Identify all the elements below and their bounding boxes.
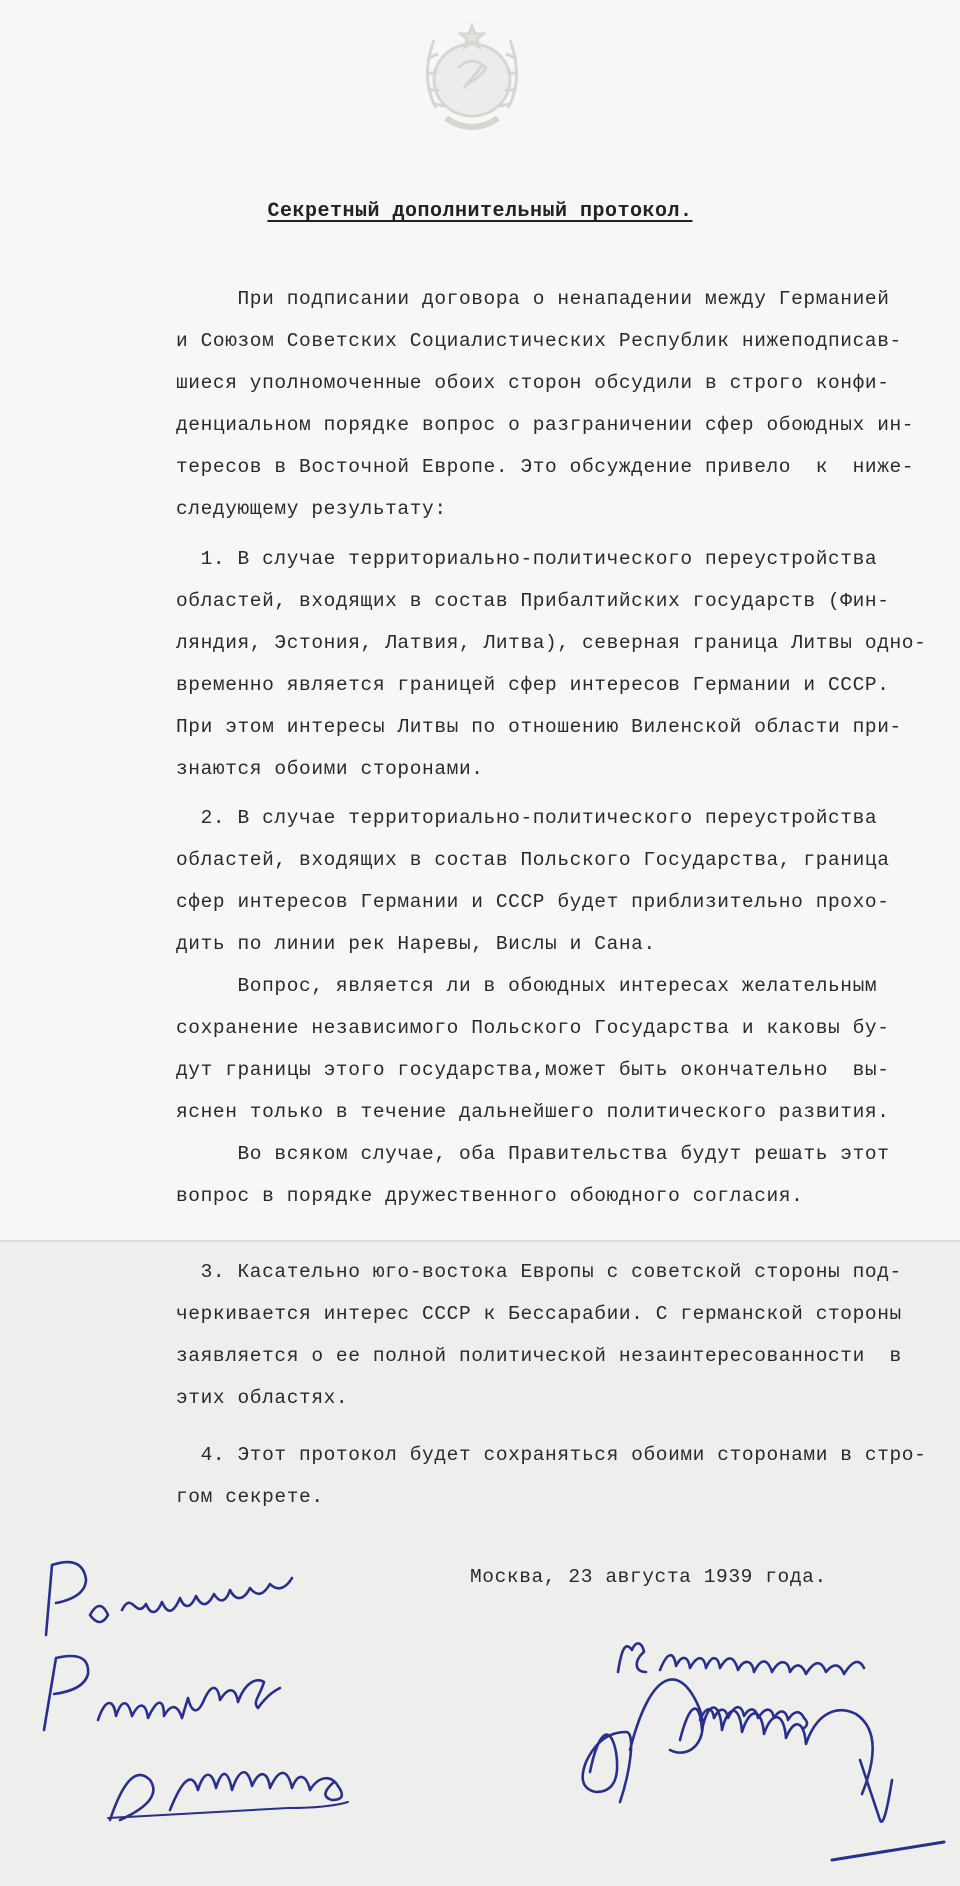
point-1-paragraph: 1. В случае территориально-политического переустройства областей, входящих в состав Прибалтийских государств (Фин- ляндия, Эстония, Латвия, Литва), северная граница Литвы одно- временно является границей сфер интересов Германии и СССР. При этом интересы Литвы по отношению Виленской области при- знаются обоими сторонами.: [176, 548, 927, 780]
point-3-paragraph: 3. Касательно юго-востока Европы с советской стороны под- черкивается интерес СССР к Бессарабии. С германской стороны заявляется о ее полной политической незаинтересованности в этих областях.: [176, 1261, 902, 1409]
signatures-area: [0, 1520, 960, 1884]
place-date-line: Москва, 23 августа 1939 года.: [470, 1566, 827, 1588]
ussr-emblem-icon: [406, 18, 538, 148]
intro-paragraph: При подписании договора о ненападении между Германией и Союзом Советских Социалистических Республик нижеподписав- шиеся уполномоченные обоих сторон обсудили в строго конфи- денциальном порядке вопрос о разграничении сфер обоюдных ин- тересов в Восточной Европе. Это обсуждение привело к ниже- следующему результату:: [176, 288, 915, 520]
ribbentrop-signature: [583, 1643, 944, 1860]
molotov-signature: [44, 1562, 348, 1820]
point-4-paragraph: 4. Этот протокол будет сохраняться обоими сторонами в стро- гом секрете.: [176, 1444, 927, 1508]
point-2-paragraph: 2. В случае территориально-политического переустройства областей, входящих в состав Польского Государства, граница сфер интересов Германии и СССР будет приблизительно прохо- дить по линии рек Наревы, Вислы и Сана. Вопрос, является ли в обоюдных интересах желательным сохранение независимого Польского Государства и каковы бу- дут границы этого государства,может быть окончательно вы- яснен только в течение дальнейшего политического развития. Во всяком случае, оба Правительства будут решать этот вопрос в порядке дружественного обоюдного согласия.: [176, 807, 890, 1207]
document-title: Секретный дополнительный протокол.: [267, 200, 693, 223]
